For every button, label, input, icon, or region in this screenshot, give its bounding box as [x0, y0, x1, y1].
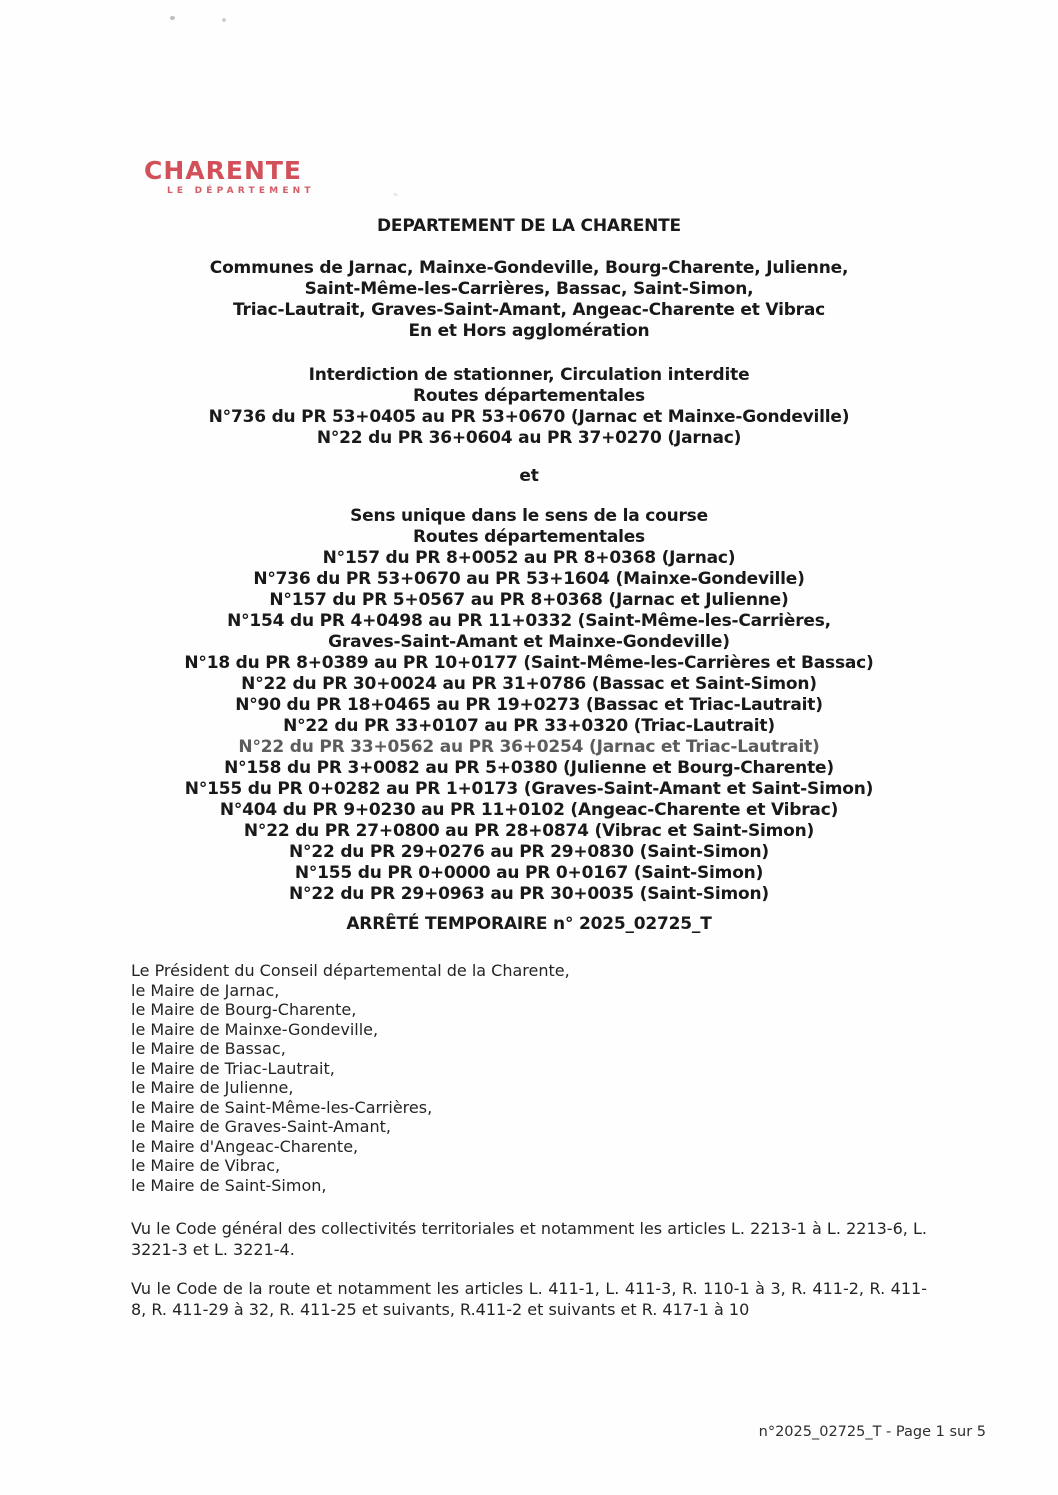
recipient-line: Le Président du Conseil départemental de la Charente,: [131, 961, 570, 980]
recipient-line: le Maire de Jarnac,: [131, 980, 280, 1000]
arrete-title: ARRÊTÉ TEMPORAIRE n° 2025_02725_T: [346, 914, 712, 934]
sens-unique-line: N°736 du PR 53+0670 au PR 53+1604 (Mainxe-Gondeville): [253, 569, 805, 589]
sens-unique-line: N°404 du PR 9+0230 au PR 11+0102 (Angeac-Charente et Vibrac): [219, 800, 839, 820]
interdiction-line: N°736 du PR 53+0405 au PR 53+0670 (Jarnac et Mainxe-Gondeville): [208, 407, 850, 427]
sens-unique-line: Routes départementales: [413, 527, 645, 547]
sens-unique-line: N°22 du PR 33+0562 au PR 36+0254 (Jarnac et Triac-Lautrait): [238, 737, 820, 757]
sens-unique-line: N°154 du PR 4+0498 au PR 11+0332 (Saint-Même-les-Carrières,: [227, 611, 831, 631]
recipients-block: [131, 961, 927, 1195]
interdiction-line: Routes départementales: [413, 386, 645, 406]
communes-block: [131, 258, 927, 342]
recipient-line: le Maire de Graves-Saint-Amant,: [131, 1117, 391, 1136]
sens-unique-line: Graves-Saint-Amant et Mainxe-Gondeville): [328, 632, 730, 652]
communes-line: Saint-Même-les-Carrières, Bassac, Saint-Simon,: [304, 279, 754, 299]
sens-unique-line: N°90 du PR 18+0465 au PR 19+0273 (Bassac et Triac-Lautrait): [235, 695, 823, 715]
sens-unique-line: N°157 du PR 5+0567 au PR 8+0368 (Jarnac et Julienne): [269, 590, 789, 610]
sens-unique-line: N°22 du PR 33+0107 au PR 33+0320 (Triac-Lautrait): [283, 716, 775, 736]
connector-et: et: [519, 466, 539, 486]
sens-unique-block: [131, 506, 927, 905]
sens-unique-line: N°22 du PR 30+0024 au PR 31+0786 (Bassac et Saint-Simon): [241, 674, 817, 694]
sens-unique-line: N°22 du PR 29+0276 au PR 29+0830 (Saint-Simon): [289, 842, 769, 862]
sens-unique-line: N°158 du PR 3+0082 au PR 5+0380 (Julienne et Bourg-Charente): [224, 758, 834, 778]
sens-unique-line: N°155 du PR 0+0000 au PR 0+0167 (Saint-Simon): [294, 863, 764, 883]
recipient-line: le Maire de Saint-Même-les-Carrières,: [131, 1097, 433, 1117]
visa-paragraph-code-collectivites: Vu le Code général des collectivités territoriales et notamment les articles L. 2213-1 à L. 2213-6, L. 3221-3 et L. 3221-4.: [131, 1219, 927, 1259]
recipient-line: le Maire de Julienne,: [131, 1078, 294, 1097]
sens-unique-line: N°22 du PR 27+0800 au PR 28+0874 (Vibrac et Saint-Simon): [243, 821, 815, 841]
communes-line: En et Hors agglomération: [408, 321, 650, 341]
interdiction-block: [131, 365, 927, 449]
recipient-line: le Maire de Vibrac,: [131, 1156, 281, 1175]
sens-unique-line: N°155 du PR 0+0282 au PR 1+0173 (Graves-Saint-Amant et Saint-Simon): [184, 779, 874, 799]
interdiction-line: N°22 du PR 36+0604 au PR 37+0270 (Jarnac): [316, 428, 742, 448]
document-content: [131, 0, 927, 1320]
recipient-line: le Maire de Saint-Simon,: [131, 1175, 327, 1195]
sens-unique-line: N°157 du PR 8+0052 au PR 8+0368 (Jarnac): [322, 548, 736, 568]
page-footer: n°2025_02725_T - Page 1 sur 5: [758, 1424, 986, 1440]
recipient-line: le Maire de Mainxe-Gondeville,: [131, 1019, 379, 1039]
recipient-line: le Maire de Triac-Lautrait,: [131, 1058, 335, 1078]
visa-paragraph-code-route: Vu le Code de la route et notamment les articles L. 411-1, L. 411-3, R. 110-1 à 3, R. 411-2, R. 411-8, R. 411-29 à 32, R. 411-25 et suivants, R.411-2 et suivants et R. 417-1 à 10: [131, 1279, 927, 1319]
page-title: DEPARTEMENT DE LA CHARENTE: [377, 216, 681, 236]
charente-logo-title: CHARENTE: [144, 156, 302, 185]
interdiction-line: Interdiction de stationner, Circulation interdite: [308, 365, 750, 385]
communes-line: Triac-Lautrait, Graves-Saint-Amant, Angeac-Charente et Vibrac: [233, 300, 825, 320]
sens-unique-line: N°18 du PR 8+0389 au PR 10+0177 (Saint-Même-les-Carrières et Bassac): [184, 653, 874, 673]
charente-logo-subtitle: LE DÉPARTEMENT: [167, 186, 315, 196]
recipient-line: le Maire de Bourg-Charente,: [131, 1000, 357, 1019]
sens-unique-line: N°22 du PR 29+0963 au PR 30+0035 (Saint-Simon): [289, 884, 769, 904]
communes-line: Communes de Jarnac, Mainxe-Gondeville, Bourg-Charente, Julienne,: [209, 258, 849, 278]
sens-unique-line: Sens unique dans le sens de la course: [350, 506, 708, 526]
recipient-line: le Maire d'Angeac-Charente,: [131, 1136, 359, 1156]
recipient-line: le Maire de Bassac,: [131, 1039, 286, 1058]
